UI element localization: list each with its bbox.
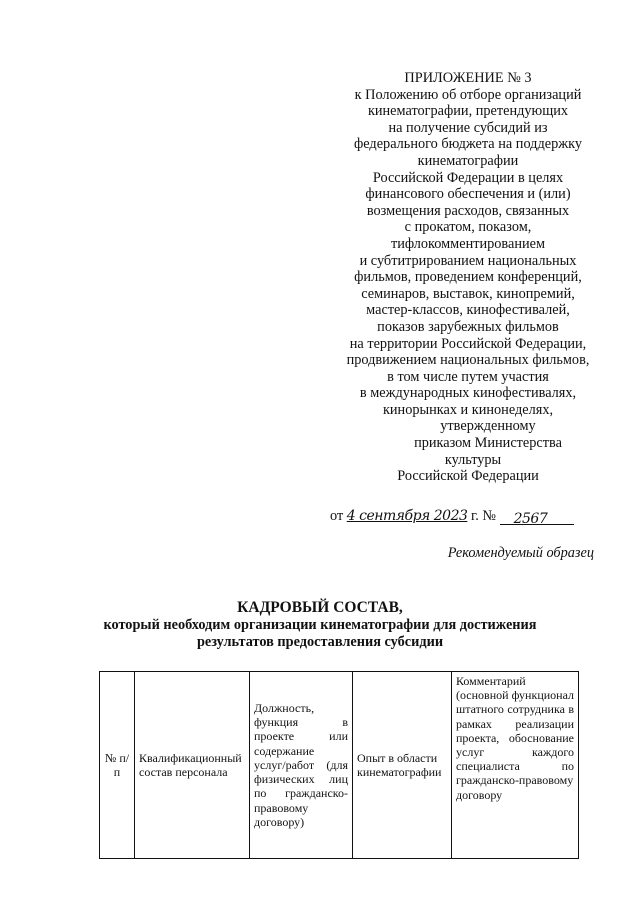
title-line-3: результатов предоставления субсидии [196,634,444,650]
header-experience: Опыт в области кинематографии [353,672,452,859]
staff-table [99,671,579,859]
appendix-line: в международных кинофестивалях, [359,385,577,402]
appendix-line: культуры [444,451,502,468]
sample-label: Рекомендуемый образец [447,545,594,561]
appendix-line: продвижением национальных фильмов, [346,352,590,369]
appendix-line: Российской Федерации [397,468,539,485]
document-title [0,598,640,651]
appendix-line: финансового обеспечения и (или) [365,186,571,203]
title-line-2: который необходим организации кинематографии для достижения [103,617,537,633]
approval-date-line [330,508,574,525]
appendix-line: показов зарубежных фильмов [377,318,559,335]
appendix-line: фильмов, проведением конференций, [354,269,582,286]
appendix-line: семинаров, выставок, кинопремий, [361,285,575,302]
appendix-line: на территории Российской Федерации, [349,335,587,352]
header-comment: Комментарий (основной функционал штатного сотрудника в рамках реализации проекта, обоснование услуг каждого специалиста по гражданско-правовому договору [452,672,579,859]
handwritten-date: 4 сентября 2023 [346,508,468,524]
appendix-line: в том числе путем участия [387,368,549,385]
title-main: КАДРОВЫЙ СОСТАВ, [237,599,403,616]
number-prefix: г. № [470,508,497,524]
appendix-block [318,70,618,485]
appendix-line: и субтитрированием национальных [359,252,577,269]
appendix-line: тифлокомментированием [390,235,546,252]
table-header-row [100,672,579,859]
header-number: № п/п [100,672,135,859]
appendix-line: приказом Министерства [414,435,562,452]
appendix-title: ПРИЛОЖЕНИЕ № 3 [404,70,532,86]
appendix-line: к Положению об отборе организаций [354,86,582,103]
appendix-line: на получение субсидий из [388,119,548,136]
appendix-line: федерального бюджета на поддержку [354,136,582,153]
appendix-line: кинематографии, претендующих [367,103,569,120]
appendix-line: кинорынках и кинонеделях, [382,401,554,418]
header-position: Должность, функция в проекте или содержание услуг/работ (для физических лиц по гражданско-правовому договору) [250,672,353,859]
order-number-field [500,511,574,525]
appendix-line: кинематографии [417,152,519,169]
appendix-line: утвержденному [440,418,536,435]
date-prefix: от [330,508,344,524]
appendix-line: возмещения расходов, связанных [366,202,570,219]
appendix-line: Российской Федерации в целях [372,169,564,186]
handwritten-number: 2567 [513,511,548,527]
appendix-line: с прокатом, показом, [404,219,532,236]
appendix-line: мастер-классов, кинофестивалей, [366,302,570,319]
header-qualification: Квалификационный состав персонала [135,672,250,859]
